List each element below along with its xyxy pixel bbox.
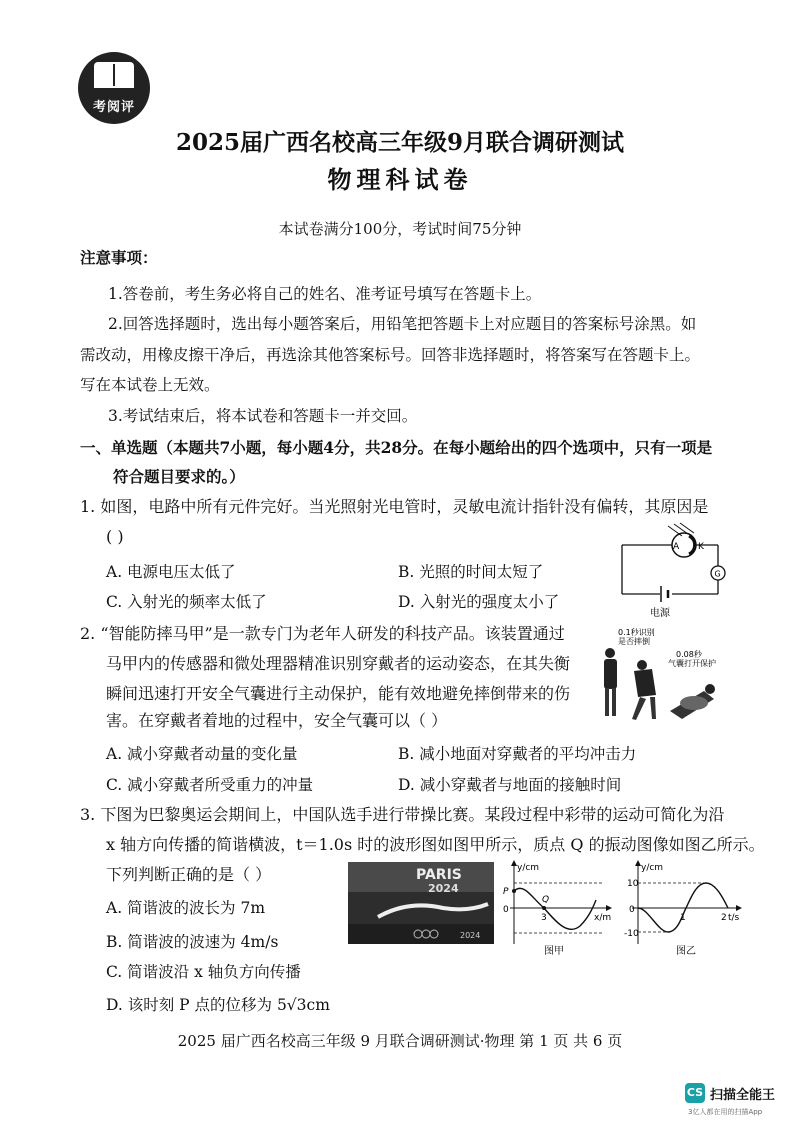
notice-item-2-line2: 需改动，用橡皮擦干净后，再选涂其他答案标号。回答非选择题时，将答案写在答题卡上。 <box>80 346 701 364</box>
camscanner-slogan: 3亿人都在用的扫描App <box>688 1108 763 1116</box>
y-top-label: 10 <box>627 879 639 889</box>
q2-stem-line1: 2. “智能防摔马甲”是一款专门为老年人研发的科技产品。该装置通过 <box>80 624 565 643</box>
logo-brand: 考阅评 <box>92 100 135 115</box>
q1-option-d: D. 入射光的强度太小了 <box>398 593 560 611</box>
section-title-line2: 符合题目要求的。） <box>113 467 245 486</box>
person-standing-icon <box>604 648 617 716</box>
x-axis-label: x/m <box>594 913 612 923</box>
q2-stem-line4: 害。在穿戴者着地的过程中，安全气囊可以（ ） <box>106 711 448 730</box>
exam-logo <box>78 52 150 124</box>
light-ray-1 <box>668 526 682 536</box>
label-k: K <box>698 542 704 552</box>
notice-item-2-line3: 写在本试卷上无效。 <box>80 376 220 394</box>
camscanner-logo-icon: CS <box>685 1083 705 1103</box>
q3-stem-line2: x 轴方向传播的简谐横波，t＝1.0s 时的波形图如图甲所示，质点 Q 的振动图像如图乙所示。 <box>106 835 765 854</box>
q3-gymnastics-photo <box>348 862 494 944</box>
graph-caption-2: 图乙 <box>676 946 696 957</box>
wave-curve <box>514 888 596 929</box>
tick-1: 1 <box>680 913 686 923</box>
q2-stem-line3: 瞬间迅速打开安全气囊进行主动保护，能有效地避免摔倒带来的伤 <box>106 684 571 703</box>
q3-stem-line1: 3. 下图为巴黎奥运会期间上，中国队选手进行带操比赛。某段过程中彩带的运动可简化为沿 <box>80 805 725 824</box>
notice-item-2-line1: 2.回答选择题时，选出每小题答案后，用铅笔把答题卡上对应题目的答案标号涂黑。如 <box>108 315 697 333</box>
battery-caption: 电源 <box>650 608 670 619</box>
q2-option-d: D. 减小穿戴者与地面的接触时间 <box>398 776 622 794</box>
note-airbag-line2: 气囊打开保护 <box>668 659 716 668</box>
notice-item-1: 1.答卷前，考生务必将自己的姓名、准考证号填写在答题卡上。 <box>108 285 542 303</box>
q-label: Q <box>542 895 550 905</box>
page-footer: 2025 届广西名校高三年级 9 月联合调研测试·物理 第 1 页 共 6 页 <box>177 1032 623 1050</box>
q3-vibration-graph <box>624 858 748 958</box>
person-falling-icon <box>632 660 656 720</box>
origin-label-2: 0 <box>629 905 635 915</box>
q1-option-b: B. 光照的时间太短了 <box>398 563 544 581</box>
q3-option-b: B. 简谐波的波速为 4m/s <box>106 933 279 951</box>
photo-content <box>348 862 494 944</box>
origin-label: 0 <box>503 905 509 915</box>
tick-2: 2 <box>721 913 727 923</box>
notice-heading: 注意事项： <box>80 248 158 267</box>
label-a: A <box>673 542 680 552</box>
notice-item-3: 3.考试结束后，将本试卷和答题卡一并交回。 <box>108 407 418 425</box>
q2-option-c: C. 减小穿戴者所受重力的冲量 <box>106 776 314 794</box>
t-axis-label: t/s <box>728 913 740 923</box>
light-ray-3 <box>680 523 694 533</box>
q1-stem-line1: 1. 如图，电路中所有元件完好。当光照射光电管时，灵敏电流计指针没有偏转，其原因是 <box>80 497 709 516</box>
q3-option-d: D. 该时刻 P 点的位移为 5√3cm <box>106 996 330 1014</box>
q1-option-c: C. 入射光的频率太低了 <box>106 593 267 611</box>
y-bottom-label: -10 <box>624 929 639 939</box>
y-axis-label-2: y/cm <box>641 863 664 873</box>
note-detect-line2: 是否摔倒 <box>618 637 650 646</box>
point-q <box>542 906 546 910</box>
q1-option-a: A. 电源电压太低了 <box>106 563 236 581</box>
exam-info: 本试卷满分100分，考试时间75分钟 <box>278 220 522 238</box>
point-p <box>512 889 516 893</box>
y-axis-label: y/cm <box>517 863 540 873</box>
camscanner-name: 扫描全能王 <box>710 1088 776 1103</box>
q1-stem-line2: ( ) <box>106 527 124 546</box>
q1-circuit-figure <box>610 522 730 622</box>
exam-title: 2025届广西名校高三年级9月联合调研测试 <box>175 129 625 156</box>
p-label: P <box>503 887 509 897</box>
note-detect-line1: 0.1秒识别 <box>618 628 655 637</box>
q3-stem-line3: 下列判断正确的是（ ） <box>106 865 272 884</box>
graph-caption: 图甲 <box>544 946 564 957</box>
person-fallen-icon <box>670 684 715 719</box>
q2-vest-figure <box>598 625 728 725</box>
q2-option-a: A. 减小穿戴者动量的变化量 <box>106 745 298 763</box>
q2-stem-line2: 马甲内的传感器和微处理器精准识别穿戴者的运动姿态，在其失衡 <box>106 654 571 673</box>
light-ray-2 <box>674 524 688 534</box>
book-icon <box>94 62 134 88</box>
tick-3: 3 <box>541 913 547 923</box>
q2-option-b: B. 减小地面对穿戴者的平均冲击力 <box>398 745 637 763</box>
q3-option-a: A. 简谐波的波长为 7m <box>106 899 266 917</box>
label-g: G <box>714 569 721 579</box>
q3-wave-graph <box>500 858 618 958</box>
photo-text-year-top: 2024 <box>428 882 459 895</box>
q3-option-c: C. 简谐波沿 x 轴负方向传播 <box>106 963 301 981</box>
photo-text-paris: PARIS <box>416 867 462 883</box>
note-airbag-line1: 0.08秒 <box>676 650 702 659</box>
photo-text-year-bottom: 2024 <box>460 931 481 940</box>
subject-title: 物理科试卷 <box>327 165 473 194</box>
section-title-line1: 一、单选题（本题共7小题，每小题4分，共28分。在每小题给出的四个选项中，只有一项是 <box>80 438 713 457</box>
